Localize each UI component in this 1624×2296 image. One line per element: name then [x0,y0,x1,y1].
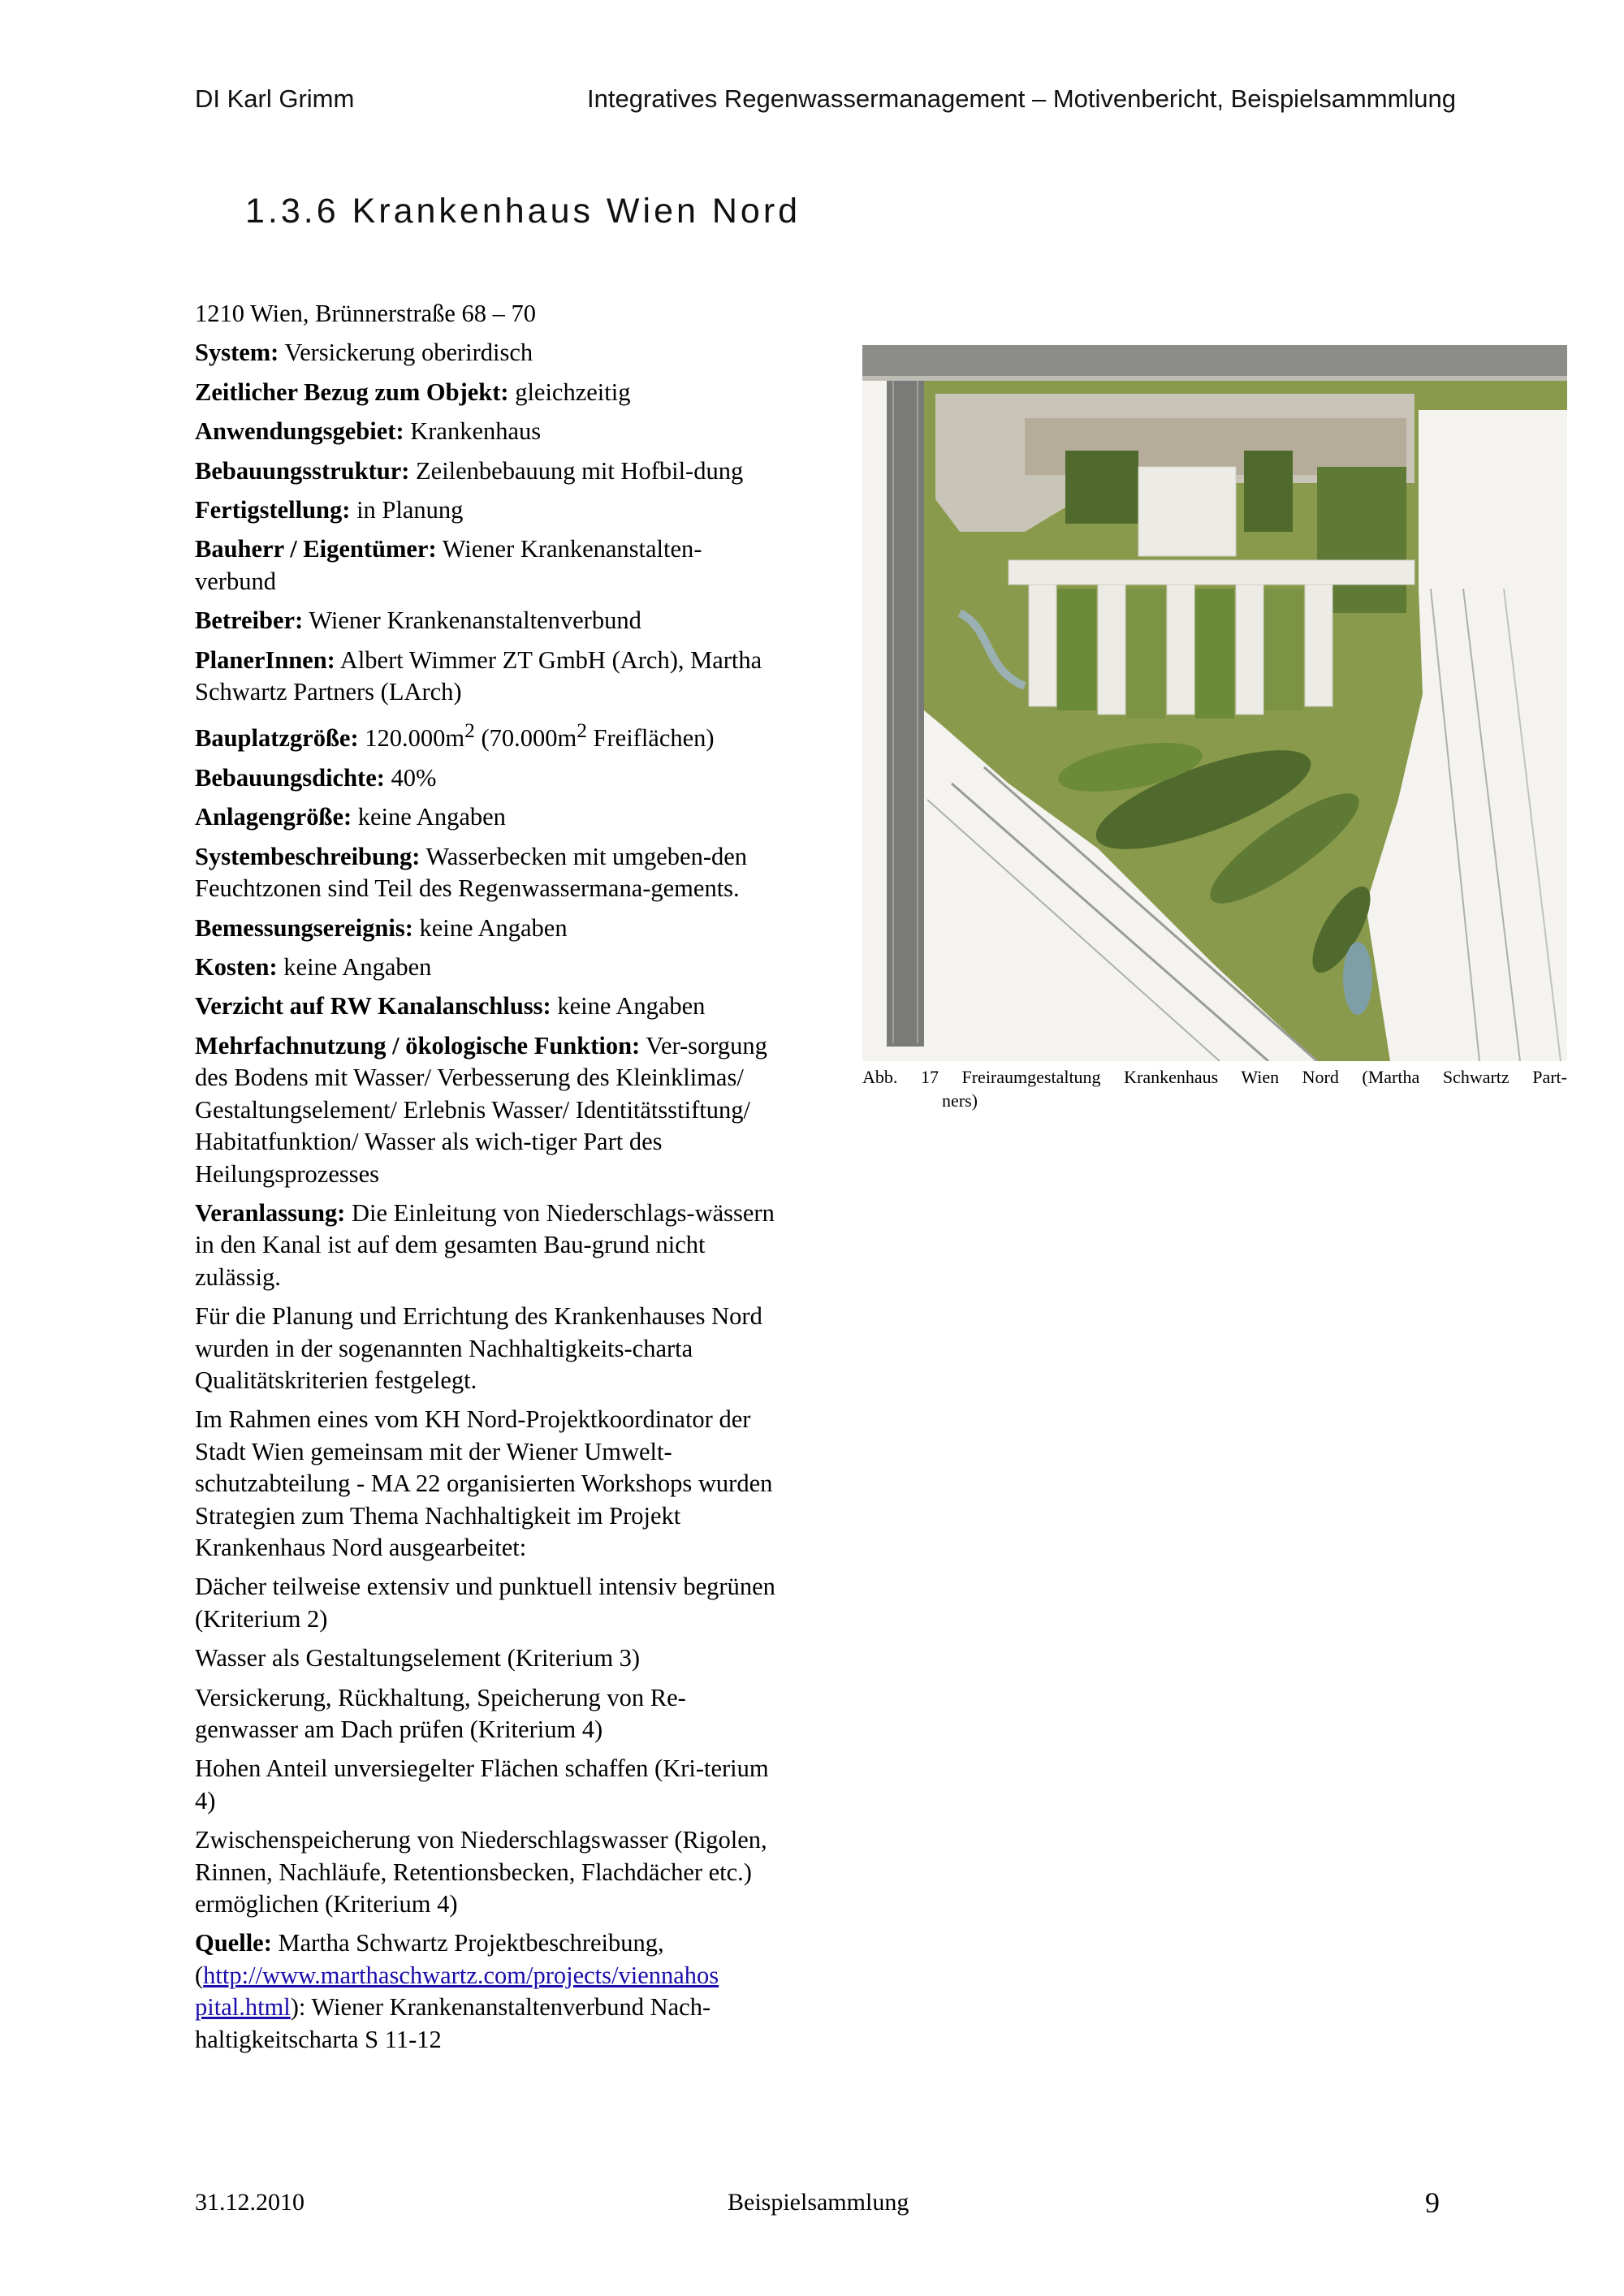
field-bauplatz: Bauplatzgröße: $120.000m^2$ ($70.000m^2$ Freiflächen) [195,719,715,753]
field-fertigstellung: Fertigstellung: in Planung [195,496,464,524]
figure-caption: Abb. 17 Freiraumgestaltung Krankenhaus Wien Nord (Martha Schwartz Part- [862,1067,1567,1087]
field-bemessung: Bemessungsereignis: keine Angaben [195,913,568,942]
field-anlage: Anlagengröße: keine Angaben [195,803,506,831]
paragraph: Versickerung, Rückhaltung, Speicherung von Re-genwasser am Dach prüfen (Kriterium 4) [195,1683,686,1743]
field-bebauung: Bebauungsstruktur: Zeilenbebauung mit Hofbil-dung [195,456,744,485]
site-plan-image [862,345,1567,1061]
paragraph: Im Rahmen eines vom KH Nord-Projektkoordinator der Stadt Wien gemeinsam mit der Wiener Umwelt-schutzabteilung - MA 22 organisierten Workshops wurden Strategien zum Thema Nachhaltigkeit im Projekt Krankenhaus Nord ausgearbeitet: [195,1405,773,1561]
paragraph: Wasser als Gestaltungselement (Kriterium 3) [195,1644,641,1672]
field-mehrfachnutzung: Mehrfachnutzung / ökologische Funktion: Ver-sorgung des Bodens mit Wasser/ Verbesserung des Kleinklimas/ Gestaltungselement/ Erlebnis Wasser/ Identitätsstiftung/ Habitatfunktion/ Wasser als wich-tiger Part des Heilungsprozesses [195,1031,767,1188]
figure-caption-line2: ners) [942,1090,978,1111]
project-details [195,298,780,2063]
source: Quelle: Martha Schwartz Projektbeschreibung, (http://www.marthaschwartz.com/projects/viennahos pital.html): Wiener Krankenanstaltenverbund Nach-haltigkeitscharta S 11-12 [195,1929,719,2053]
field-anwendung: Anwendungsgebiet: Krankenhaus [195,417,542,446]
field-bauherr: Bauherr / Eigentümer: Wiener Krankenanstalten-verbund [195,535,702,595]
field-planer: PlanerInnen: Albert Wimmer ZT GmbH (Arch), Martha Schwartz Partners (LArch) [195,645,762,706]
field-systembeschreibung: Systembeschreibung: Wasserbecken mit umgeben-den Feuchtzonen sind Teil des Regenwassermana-gements. [195,842,748,903]
field-veranlassung: Veranlassung: Die Einleitung von Niederschlags-wässern in den Kanal ist auf dem gesamten Bau-grund nicht zulässig. [195,1198,775,1291]
field-system: System: Versickerung oberirdisch [195,339,533,367]
paragraph: Zwischenspeicherung von Niederschlagswasser (Rigolen, Rinnen, Nachläufe, Retentionsbecken, Flachdächer etc.) ermöglichen (Kriterium 4) [195,1826,767,1918]
header-author: DI Karl Grimm [195,84,355,113]
site-plan-figure [862,345,1567,1061]
paragraph: Für die Planung und Errichtung des Krankenhauses Nord wurden in der sogenannten Nachhaltigkeits-charta Qualitätskriterien festgelegt. [195,1302,762,1394]
field-zeitbezug: Zeitlicher Bezug zum Objekt: gleichzeitig [195,378,631,406]
header-document-title: Integratives Regenwassermanagement – Motivenbericht, Beispielsammmlung [587,84,1457,113]
source-link[interactable]: http://www.marthaschwartz.com/projects/viennahos pital.html [195,1961,719,2022]
footer-date: 31.12.2010 [195,2189,304,2216]
field-dichte: Bebauungsdichte: 40% [195,764,437,792]
section-title: 1.3.6 Krankenhaus Wien Nord [245,192,801,231]
field-verzicht: Verzicht auf RW Kanalanschluss: keine Angaben [195,992,706,1021]
paragraph: Dächer teilweise extensiv und punktuell intensiv begrünen (Kriterium 2) [195,1573,775,1633]
footer-title: Beispielsammlung [728,2189,909,2216]
address: 1210 Wien, Brünnerstraße 68 – 70 [195,300,537,327]
field-betreiber: Betreiber: Wiener Krankenanstaltenverbund [195,606,641,635]
field-kosten: Kosten: keine Angaben [195,953,432,982]
paragraph: Hohen Anteil unversiegelter Flächen schaffen (Kri-terium 4) [195,1754,769,1815]
page-number: 9 [1425,2186,1440,2219]
